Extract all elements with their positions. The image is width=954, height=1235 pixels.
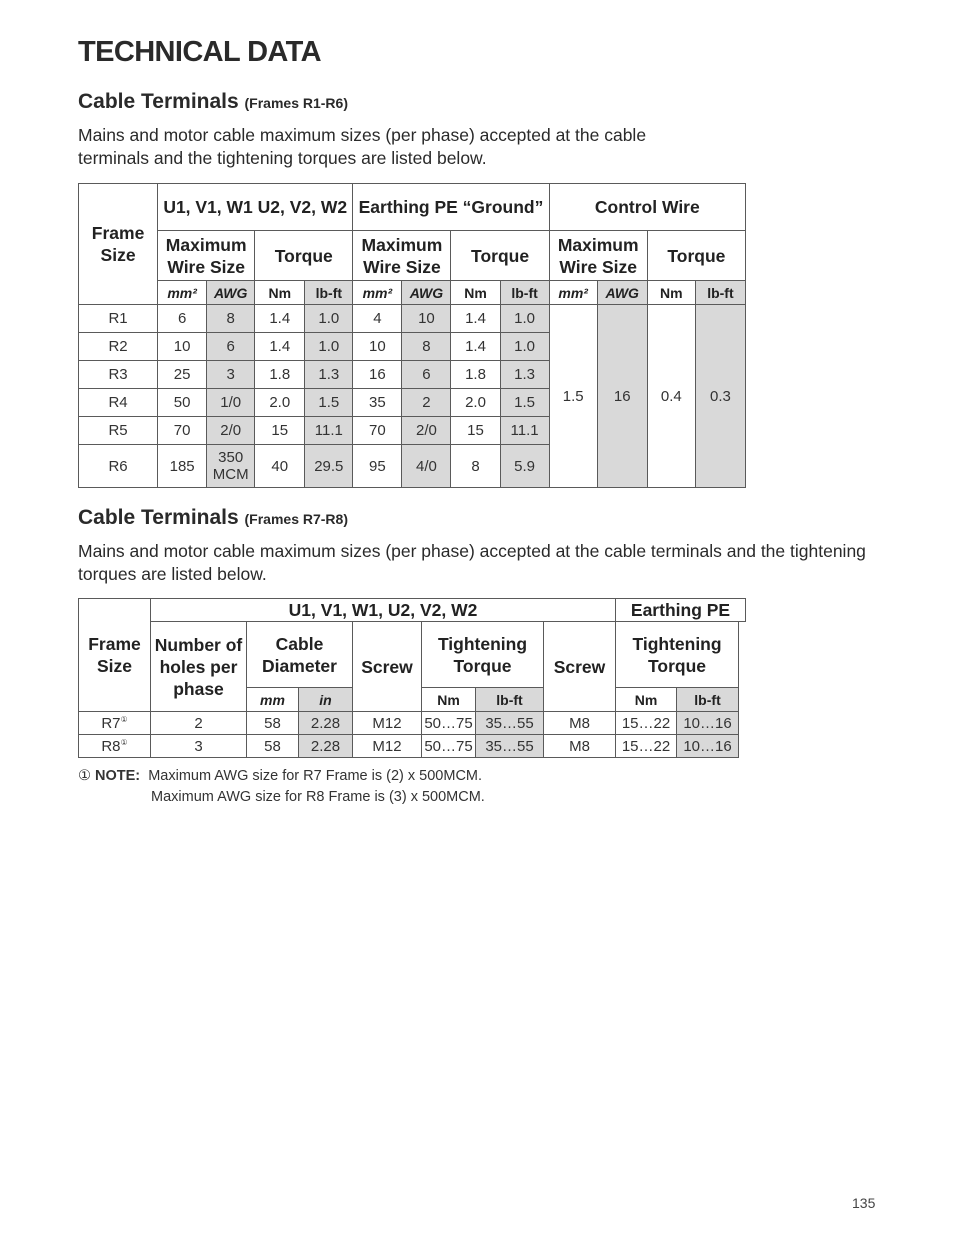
u-lbft-cell: 1.3 xyxy=(305,361,353,389)
holes-cell: 3 xyxy=(151,735,247,758)
header-row-groups xyxy=(79,184,746,231)
u-nm-cell: 40 xyxy=(255,445,305,488)
frame-size-header: Frame Size xyxy=(79,599,151,712)
pe-lbft-cell: 1.3 xyxy=(500,361,549,389)
torque-lbft-cell: 35…55 xyxy=(476,712,544,735)
u-lbft-cell: 1.0 xyxy=(305,333,353,361)
tightening-torque-header: Tightening Torque xyxy=(422,622,544,688)
frame-cell: R1 xyxy=(79,305,158,333)
unit-awg: AWG xyxy=(597,281,647,305)
unit-mm2: mm² xyxy=(158,281,207,305)
unit-lbft: lb-ft xyxy=(677,688,739,712)
pe-nm-cell: 2.0 xyxy=(451,389,500,417)
pe-lbft-cell: 11.1 xyxy=(500,417,549,445)
pe-group-header: Earthing PE xyxy=(616,599,746,622)
pe-nm-cell: 1.8 xyxy=(451,361,500,389)
u-mm2-cell: 25 xyxy=(158,361,207,389)
u-lbft-cell: 29.5 xyxy=(305,445,353,488)
footnote xyxy=(78,766,485,808)
u-nm-cell: 1.4 xyxy=(255,305,305,333)
u-nm-cell: 1.8 xyxy=(255,361,305,389)
page-title: TECHNICAL DATA xyxy=(78,36,321,68)
pe-screw-cell: M8 xyxy=(544,735,616,758)
control-max-wire-header: Maximum Wire Size xyxy=(549,231,647,281)
control-mm2-cell: 1.5 xyxy=(549,305,597,488)
section1-heading xyxy=(78,90,348,114)
control-group-header: Control Wire xyxy=(549,184,745,231)
pe-awg-cell: 2 xyxy=(402,389,451,417)
screw-header: Screw xyxy=(353,622,422,712)
footnote-marker: ① xyxy=(120,714,128,724)
section2-intro: Mains and motor cable maximum sizes (per phase) accepted at the cable terminals and the tightening torques are listed below. xyxy=(78,541,866,584)
u1-group-header: U1, V1, W1 U2, V2, W2 xyxy=(158,184,353,231)
footnote-label: NOTE: xyxy=(95,768,141,784)
diameter-in-cell: 2.28 xyxy=(299,735,353,758)
u1-torque-header: Torque xyxy=(255,231,353,281)
frame-size-header: Frame Size xyxy=(79,184,158,305)
diameter-mm-cell: 58 xyxy=(247,735,299,758)
pe-nm-cell: 15 xyxy=(451,417,500,445)
u-lbft-cell: 1.5 xyxy=(305,389,353,417)
unit-nm: Nm xyxy=(451,281,500,305)
u-nm-cell: 15 xyxy=(255,417,305,445)
unit-awg: AWG xyxy=(402,281,451,305)
pe-awg-cell: 8 xyxy=(402,333,451,361)
diameter-in-cell: 2.28 xyxy=(299,712,353,735)
u-awg-cell: 3 xyxy=(207,361,255,389)
pe-awg-cell: 4/0 xyxy=(402,445,451,488)
pe-awg-cell: 10 xyxy=(402,305,451,333)
pe-torque-nm-cell: 15…22 xyxy=(616,712,677,735)
pe-mm2-cell: 35 xyxy=(353,389,402,417)
page-number: 135 xyxy=(852,1195,876,1211)
section1-intro: Mains and motor cable maximum sizes (per phase) accepted at the cable terminals and the tightening torques are listed below. xyxy=(78,125,647,168)
u1-max-wire-header: Maximum Wire Size xyxy=(158,231,255,281)
torque-nm-cell: 50…75 xyxy=(422,712,476,735)
footnote-text-1: Maximum AWG size for R7 Frame is (2) x 500MCM. xyxy=(148,768,483,784)
unit-nm: Nm xyxy=(647,281,695,305)
unit-lbft: lb-ft xyxy=(695,281,745,305)
unit-lbft: lb-ft xyxy=(305,281,353,305)
pe-mm2-cell: 16 xyxy=(353,361,402,389)
cable-terminals-r7-r8-table xyxy=(78,598,746,758)
unit-nm: Nm xyxy=(255,281,305,305)
u-mm2-cell: 70 xyxy=(158,417,207,445)
holes-cell: 2 xyxy=(151,712,247,735)
table-row xyxy=(79,712,746,735)
control-awg-cell: 16 xyxy=(597,305,647,488)
pe-max-wire-header: Maximum Wire Size xyxy=(353,231,451,281)
frame-cell xyxy=(79,735,151,758)
unit-mm2: mm² xyxy=(353,281,402,305)
header-row-subgroups xyxy=(79,622,746,688)
footnote-text-2: Maximum AWG size for R8 Frame is (3) x 500MCM. xyxy=(151,789,485,805)
table-row xyxy=(79,735,746,758)
header-row-subgroups xyxy=(79,231,746,281)
frame-cell: R3 xyxy=(79,361,158,389)
section2-heading xyxy=(78,506,348,530)
footnote-marker: ① xyxy=(78,768,91,784)
frame-label: R7 xyxy=(101,714,121,732)
diameter-mm-cell: 58 xyxy=(247,712,299,735)
holes-per-phase-header: Number of holes per phase xyxy=(151,622,247,712)
unit-in: in xyxy=(299,688,353,712)
unit-nm: Nm xyxy=(422,688,476,712)
footnote-line-1 xyxy=(78,766,485,787)
pe-lbft-cell: 1.0 xyxy=(500,305,549,333)
unit-awg: AWG xyxy=(207,281,255,305)
u-nm-cell: 1.4 xyxy=(255,333,305,361)
frame-cell xyxy=(79,712,151,735)
frame-cell: R6 xyxy=(79,445,158,488)
header-row-groups xyxy=(79,599,746,622)
pe-mm2-cell: 4 xyxy=(353,305,402,333)
u-mm2-cell: 185 xyxy=(158,445,207,488)
footnote-marker: ① xyxy=(120,737,128,747)
section2-heading-main: Cable Terminals xyxy=(78,506,239,529)
pe-torque-lbft-cell: 10…16 xyxy=(677,712,739,735)
section2-heading-sub: (Frames R7-R8) xyxy=(244,511,348,527)
control-lbft-cell: 0.3 xyxy=(695,305,745,488)
pe-screw-header: Screw xyxy=(544,622,616,712)
control-torque-header: Torque xyxy=(647,231,745,281)
pe-nm-cell: 1.4 xyxy=(451,305,500,333)
control-nm-cell: 0.4 xyxy=(647,305,695,488)
unit-nm: Nm xyxy=(616,688,677,712)
u-awg-cell: 2/0 xyxy=(207,417,255,445)
u-awg-cell: 8 xyxy=(207,305,255,333)
pe-torque-nm-cell: 15…22 xyxy=(616,735,677,758)
u-nm-cell: 2.0 xyxy=(255,389,305,417)
screw-cell: M12 xyxy=(353,712,422,735)
torque-nm-cell: 50…75 xyxy=(422,735,476,758)
unit-lbft: lb-ft xyxy=(476,688,544,712)
footnote-line-2 xyxy=(78,787,485,808)
pe-awg-cell: 2/0 xyxy=(402,417,451,445)
pe-torque-header: Torque xyxy=(451,231,549,281)
table-row xyxy=(79,305,746,333)
unit-mm: mm xyxy=(247,688,299,712)
u-awg-cell: 6 xyxy=(207,333,255,361)
torque-lbft-cell: 35…55 xyxy=(476,735,544,758)
pe-mm2-cell: 95 xyxy=(353,445,402,488)
pe-mm2-cell: 70 xyxy=(353,417,402,445)
pe-screw-cell: M8 xyxy=(544,712,616,735)
frame-cell: R5 xyxy=(79,417,158,445)
u-mm2-cell: 50 xyxy=(158,389,207,417)
frame-cell: R2 xyxy=(79,333,158,361)
section1-heading-main: Cable Terminals xyxy=(78,90,239,113)
cable-diameter-header: Cable Diameter xyxy=(247,622,353,688)
frame-label: R8 xyxy=(101,737,121,755)
pe-nm-cell: 1.4 xyxy=(451,333,500,361)
pe-torque-lbft-cell: 10…16 xyxy=(677,735,739,758)
pe-lbft-cell: 5.9 xyxy=(500,445,549,488)
header-row-units xyxy=(79,281,746,305)
u-mm2-cell: 6 xyxy=(158,305,207,333)
frame-cell: R4 xyxy=(79,389,158,417)
pe-group-header: Earthing PE “Ground” xyxy=(353,184,549,231)
u-lbft-cell: 1.0 xyxy=(305,305,353,333)
u-mm2-cell: 10 xyxy=(158,333,207,361)
u-awg-cell: 350 MCM xyxy=(207,445,255,488)
cable-terminals-r1-r6-table xyxy=(78,183,746,488)
u-awg-cell: 1/0 xyxy=(207,389,255,417)
pe-awg-cell: 6 xyxy=(402,361,451,389)
pe-lbft-cell: 1.0 xyxy=(500,333,549,361)
u1-group-header: U1, V1, W1, U2, V2, W2 xyxy=(151,599,616,622)
pe-nm-cell: 8 xyxy=(451,445,500,488)
pe-mm2-cell: 10 xyxy=(353,333,402,361)
section1-heading-sub: (Frames R1-R6) xyxy=(244,95,348,111)
pe-tightening-torque-header: Tightening Torque xyxy=(616,622,739,688)
unit-lbft: lb-ft xyxy=(500,281,549,305)
pe-lbft-cell: 1.5 xyxy=(500,389,549,417)
u-lbft-cell: 11.1 xyxy=(305,417,353,445)
screw-cell: M12 xyxy=(353,735,422,758)
unit-mm2: mm² xyxy=(549,281,597,305)
